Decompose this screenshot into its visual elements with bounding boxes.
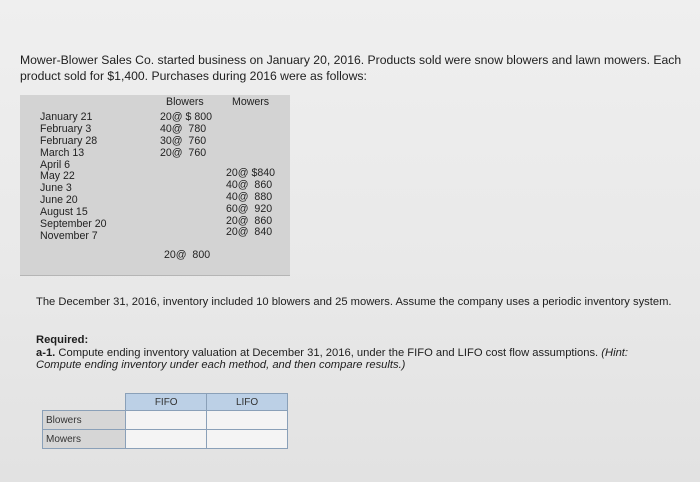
purchases-table xyxy=(20,95,290,276)
date-row: January 21 xyxy=(40,111,93,123)
row-label-blowers: Blowers xyxy=(43,411,126,430)
date-row: June 20 xyxy=(40,194,78,207)
mowers-fifo-input[interactable] xyxy=(126,430,207,449)
blower-purchase: 20@ $ 800 xyxy=(160,111,212,123)
mowers-lifo-input[interactable] xyxy=(207,430,288,449)
row-label-mowers: Mowers xyxy=(43,430,126,449)
date-row: May 22 xyxy=(40,170,75,183)
november-blower-purchase: 20@ 800 xyxy=(164,249,211,261)
mower-purchase: 40@ 860 xyxy=(226,178,273,191)
blower-purchase: 20@ 760 xyxy=(160,146,207,159)
date-row: April 6 xyxy=(40,158,71,171)
mower-purchase: 20@ 840 xyxy=(226,226,273,239)
problem-intro: Mower-Blower Sales Co. started business on January 20, 2016. Products sold were snow blowers and lawn mowers. Each product sold for $1,400. Purchases during 2016 were as follows: xyxy=(20,53,682,83)
inventory-note: The December 31, 2016, inventory included 10 blowers and 25 mowers. Assume the company uses a periodic inventory system. xyxy=(36,296,672,308)
date-row: August 15 xyxy=(40,206,88,219)
blowers-header: Blowers xyxy=(166,96,204,108)
mower-purchase: 40@ 880 xyxy=(226,190,273,203)
blowers-lifo-input[interactable] xyxy=(207,411,288,430)
mower-purchases xyxy=(226,168,275,239)
purchase-dates xyxy=(40,112,107,243)
lifo-header: LIFO xyxy=(207,394,288,411)
mower-purchase: 20@ $840 xyxy=(226,167,276,179)
blowers-fifo-input[interactable] xyxy=(126,411,207,430)
date-row: June 3 xyxy=(40,182,72,195)
mower-purchase: 60@ 920 xyxy=(226,202,273,215)
blower-purchase: 40@ 780 xyxy=(160,122,207,135)
date-row: February 3 xyxy=(40,122,92,135)
required-label: Required: xyxy=(36,334,89,346)
mower-purchase: 20@ 860 xyxy=(226,214,273,227)
required-part: a-1. xyxy=(36,346,56,359)
required-section xyxy=(36,334,676,372)
table-row xyxy=(43,411,288,430)
date-row: February 28 xyxy=(40,134,98,147)
blower-purchase: 30@ 760 xyxy=(160,134,207,147)
answer-table xyxy=(42,393,288,449)
fifo-header: FIFO xyxy=(126,394,207,411)
required-hint: (Hint: Compute ending inventory under each method, and then compare results.) xyxy=(36,346,629,371)
mowers-header: Mowers xyxy=(232,96,270,108)
blower-purchases xyxy=(160,112,212,160)
date-row: November 7 xyxy=(40,229,98,242)
date-row: September 20 xyxy=(40,218,107,231)
answer-corner xyxy=(43,394,126,411)
table-row xyxy=(43,430,288,449)
date-row: March 13 xyxy=(40,146,85,159)
required-text: Compute ending inventory valuation at December 31, 2016, under the FIFO and LIFO cost flow assumptions. xyxy=(55,346,602,359)
